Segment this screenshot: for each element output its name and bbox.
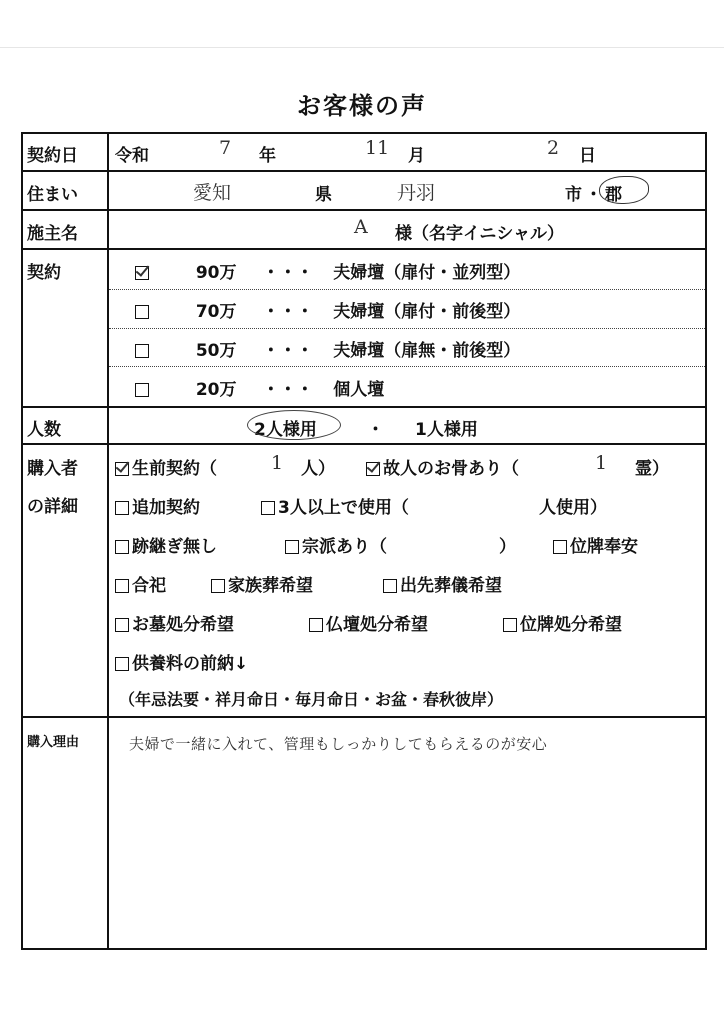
contract-option-50[interactable]: [135, 336, 520, 361]
contract-day-value[interactable]: 2: [547, 137, 560, 159]
owner-suffix: 様（名字イニシャル）: [395, 224, 564, 244]
label-column-divider: [107, 134, 109, 948]
checkbox-checked[interactable]: [115, 462, 129, 476]
pre-contract-unit: 人）: [301, 459, 335, 479]
checkbox-checked[interactable]: [366, 462, 380, 476]
option-desc: 夫婦壇（扉付・前後型）: [333, 302, 521, 322]
offering-prepay-option[interactable]: 供養料の前納↓: [115, 649, 248, 674]
remains-unit: 霊）: [635, 459, 669, 479]
city-value[interactable]: 丹羽: [397, 182, 436, 204]
reason-text[interactable]: 夫婦で一緒に入れて、管理もしっかりしてもらえるのが安心: [129, 735, 548, 753]
people-option-1[interactable]: 1人様用: [415, 420, 478, 440]
sect-option[interactable]: 宗派あり（: [285, 532, 387, 557]
option-price: 50万: [195, 341, 237, 361]
checkbox[interactable]: [115, 540, 129, 554]
row-divider: [23, 406, 705, 408]
ihai-disposal-option[interactable]: 位牌処分希望: [503, 610, 622, 635]
contract-year-value[interactable]: 7: [219, 137, 232, 159]
sect-close: ）: [499, 537, 516, 557]
contract-date-label: 契約日: [27, 146, 78, 166]
county-unit: 郡: [605, 185, 622, 205]
scan-edge-line: [0, 47, 724, 48]
family-funeral-option[interactable]: 家族葬希望: [211, 571, 313, 596]
checkbox[interactable]: [135, 305, 149, 319]
row-divider: [23, 248, 705, 250]
owner-initial-value[interactable]: A: [354, 216, 368, 238]
address-label: 住まい: [27, 185, 78, 205]
option-divider: [109, 366, 705, 367]
people-label: 人数: [27, 420, 61, 440]
no-successor-option[interactable]: 跡継ぎ無し: [115, 532, 217, 557]
additional-contract-option[interactable]: 追加契約: [115, 493, 200, 518]
details-label-line2: の詳細: [27, 497, 78, 517]
option-price: 90万: [195, 263, 237, 283]
checkbox[interactable]: [553, 540, 567, 554]
option-price: 70万: [195, 302, 237, 322]
checkbox[interactable]: [115, 501, 129, 515]
checkbox[interactable]: [309, 618, 323, 632]
remains-count[interactable]: 1: [595, 452, 608, 474]
goushi-option[interactable]: 合祀: [115, 571, 166, 596]
page-title: お客様の声: [297, 92, 427, 120]
option-divider: [109, 289, 705, 290]
pre-contract-count[interactable]: 1: [271, 452, 284, 474]
contract-option-20[interactable]: [135, 375, 384, 400]
checkbox[interactable]: [211, 579, 225, 593]
butsudan-disposal-option[interactable]: 仏壇処分希望: [309, 610, 428, 635]
ihai-hoan-option[interactable]: 位牌奉安: [553, 532, 638, 557]
checkbox[interactable]: [115, 657, 129, 671]
county-circle-mark: [599, 176, 649, 204]
prefecture-unit: 県: [315, 185, 332, 205]
option-dots: ・・・: [262, 263, 314, 283]
option-desc: 夫婦壇（扉付・並列型）: [333, 263, 521, 283]
people-option-2[interactable]: 2人様用: [254, 420, 317, 440]
pre-contract-option[interactable]: 生前契約（: [115, 454, 217, 479]
traveling-funeral-option[interactable]: 出先葬儀希望: [383, 571, 502, 596]
offering-note: （年忌法要・祥月命日・毎月命日・お盆・春秋彼岸）: [119, 690, 504, 709]
month-unit: 月: [408, 146, 425, 166]
row-divider: [23, 170, 705, 172]
checkbox[interactable]: [503, 618, 517, 632]
era-label: 令和: [115, 146, 149, 166]
owner-label: 施主名: [27, 224, 78, 244]
grave-disposal-option[interactable]: お墓処分希望: [115, 610, 234, 635]
remains-option[interactable]: 故人のお骨あり（: [366, 454, 519, 479]
checkbox[interactable]: [383, 579, 397, 593]
option-dots: ・・・: [262, 341, 314, 361]
prefecture-value[interactable]: 愛知: [193, 182, 232, 204]
checkbox[interactable]: [115, 579, 129, 593]
option-dots: ・・・: [262, 302, 314, 322]
survey-form: [21, 132, 707, 950]
checkbox[interactable]: [261, 501, 275, 515]
year-unit: 年: [259, 146, 276, 166]
people-separator: ・: [367, 420, 384, 440]
checkbox[interactable]: [115, 618, 129, 632]
day-unit: 日: [579, 146, 596, 166]
city-county-separator: ・: [585, 185, 602, 205]
option-desc: 個人壇: [333, 380, 385, 400]
contract-month-value[interactable]: 11: [365, 137, 390, 159]
option-price: 20万: [195, 380, 237, 400]
option-divider: [109, 328, 705, 329]
three-plus-unit: 人使用）: [539, 498, 607, 518]
row-divider: [23, 443, 705, 445]
people-circle-mark: [247, 410, 341, 440]
checkbox[interactable]: [285, 540, 299, 554]
row-divider: [23, 716, 705, 718]
contract-option-90[interactable]: [135, 258, 520, 283]
checkbox-checked[interactable]: [135, 266, 149, 280]
option-desc: 夫婦壇（扉無・前後型）: [333, 341, 521, 361]
row-divider: [23, 209, 705, 211]
three-plus-option[interactable]: 3人以上で使用（: [261, 493, 409, 518]
details-label-line1: 購入者: [27, 459, 78, 479]
checkbox[interactable]: [135, 344, 149, 358]
city-unit: 市: [565, 185, 582, 205]
reason-label: 購入理由: [27, 735, 80, 750]
checkbox[interactable]: [135, 383, 149, 397]
contract-option-70[interactable]: [135, 297, 520, 322]
contract-label: 契約: [27, 263, 61, 283]
option-dots: ・・・: [262, 380, 314, 400]
